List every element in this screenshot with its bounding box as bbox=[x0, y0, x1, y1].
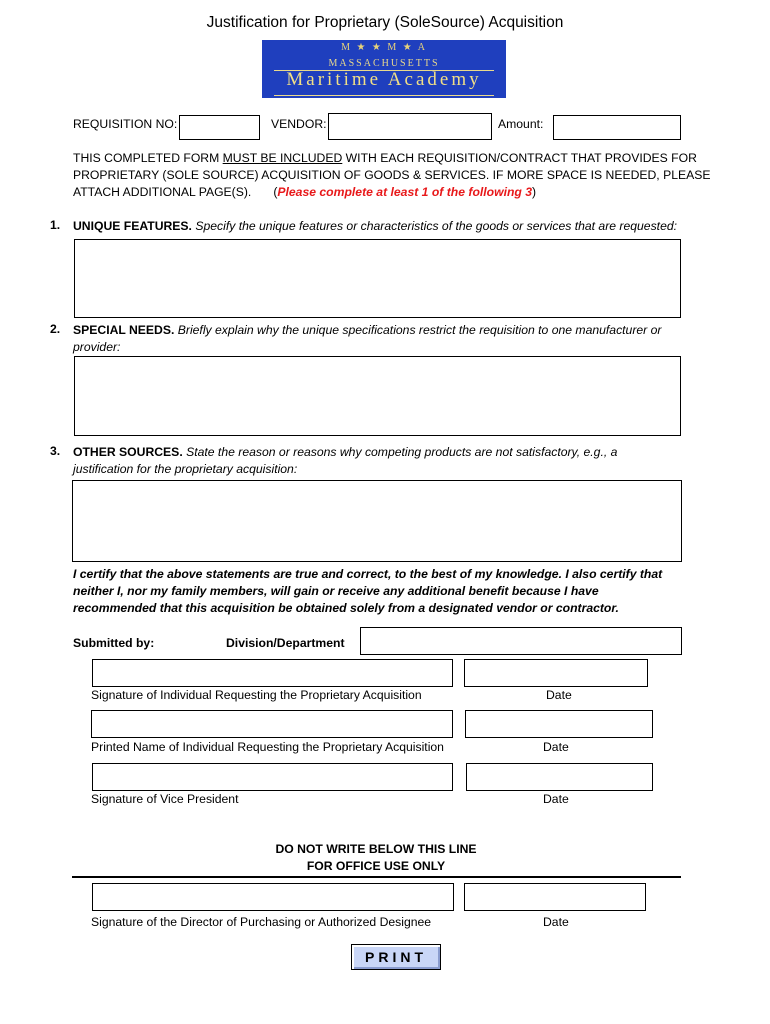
office-use-notice: DO NOT WRITE BELOW THIS LINE FOR OFFICE USE ONLY bbox=[275, 842, 477, 873]
printed-name-label: Printed Name of Individual Requesting the Proprietary Acquisition bbox=[91, 740, 444, 754]
requester-signature-input[interactable] bbox=[92, 659, 453, 687]
vice-president-signature-input[interactable] bbox=[92, 763, 453, 791]
logo-stars: M ★ ★ M ★ A bbox=[341, 42, 427, 53]
section-3-number: 3. bbox=[50, 444, 61, 458]
section-3-heading: OTHER SOURCES. State the reason or reasons why competing products are not satisfactory, e.g., a justification for the proprietary acquisition: bbox=[73, 445, 618, 476]
logo-state: MASSACHUSETTS bbox=[328, 58, 440, 69]
amount-input[interactable] bbox=[553, 115, 681, 140]
unique-features-textarea[interactable] bbox=[74, 239, 681, 318]
maritime-academy-logo bbox=[262, 40, 506, 98]
vendor-input[interactable] bbox=[328, 113, 492, 140]
purchasing-director-date-input[interactable] bbox=[464, 883, 646, 911]
division-label: Division/Department bbox=[226, 636, 345, 650]
amount-label: Amount: bbox=[498, 117, 544, 131]
special-needs-textarea[interactable] bbox=[74, 356, 681, 436]
printed-name-date-label: Date bbox=[543, 740, 569, 754]
section-2-number: 2. bbox=[50, 322, 61, 336]
printed-name-date-input[interactable] bbox=[465, 710, 653, 738]
purchasing-director-date-label: Date bbox=[543, 915, 569, 929]
complete-one-of-three: Please complete at least 1 of the following 3 bbox=[277, 185, 533, 199]
vice-president-signature-label: Signature of Vice President bbox=[91, 792, 239, 806]
other-sources-textarea[interactable] bbox=[72, 480, 682, 562]
vendor-label: VENDOR: bbox=[271, 117, 327, 131]
must-be-included: MUST BE INCLUDED bbox=[222, 151, 343, 165]
purchasing-director-signature-label: Signature of the Director of Purchasing or Authorized Designee bbox=[91, 915, 432, 929]
requester-signature-label: Signature of Individual Requesting the Proprietary Acquisition bbox=[91, 688, 422, 702]
section-1-number: 1. bbox=[50, 218, 61, 232]
requisition-label: REQUISITION NO: bbox=[73, 117, 178, 131]
requester-signature-date-input[interactable] bbox=[464, 659, 648, 687]
instructions: THIS COMPLETED FORM MUST BE INCLUDED WITH EACH REQUISITION/CONTRACT THAT PROVIDES FOR PROPRIETARY (SOLE SOURCE) ACQUISITION OF GOODS & SERVICES. IF MORE SPACE IS NEEDED, PLEASE ATTACH ADDITIONAL PAGE(S). (Please complete at least 1 of the following 3) bbox=[73, 151, 711, 199]
section-2-heading: SPECIAL NEEDS. Briefly explain why the unique specifications restrict the requisition to one manufacturer or provider: bbox=[73, 323, 662, 354]
submitted-by-label: Submitted by: bbox=[73, 636, 155, 650]
requester-signature-date-label: Date bbox=[546, 688, 572, 702]
printed-name-input[interactable] bbox=[91, 710, 453, 738]
certification-statement: I certify that the above statements are true and correct, to the best of my knowledge. I also certify that neither I, nor my family members, will gain or receive any additional benefit because I have recommended that this acquisition be obtained solely from a designated vendor or contractor. bbox=[73, 567, 663, 615]
vice-president-date-label: Date bbox=[543, 792, 569, 806]
print-button[interactable]: PRINT bbox=[351, 944, 441, 970]
page-title: Justification for Proprietary (SoleSource) Acquisition bbox=[206, 14, 564, 31]
vice-president-date-input[interactable] bbox=[466, 763, 653, 791]
division-input[interactable] bbox=[360, 627, 682, 655]
office-use-divider bbox=[72, 876, 681, 878]
requisition-input[interactable] bbox=[179, 115, 260, 140]
section-1-heading: UNIQUE FEATURES. Specify the unique features or characteristics of the goods or services that are requested: bbox=[73, 219, 678, 233]
logo-name: Maritime Academy bbox=[286, 69, 482, 90]
purchasing-director-signature-input[interactable] bbox=[92, 883, 454, 911]
